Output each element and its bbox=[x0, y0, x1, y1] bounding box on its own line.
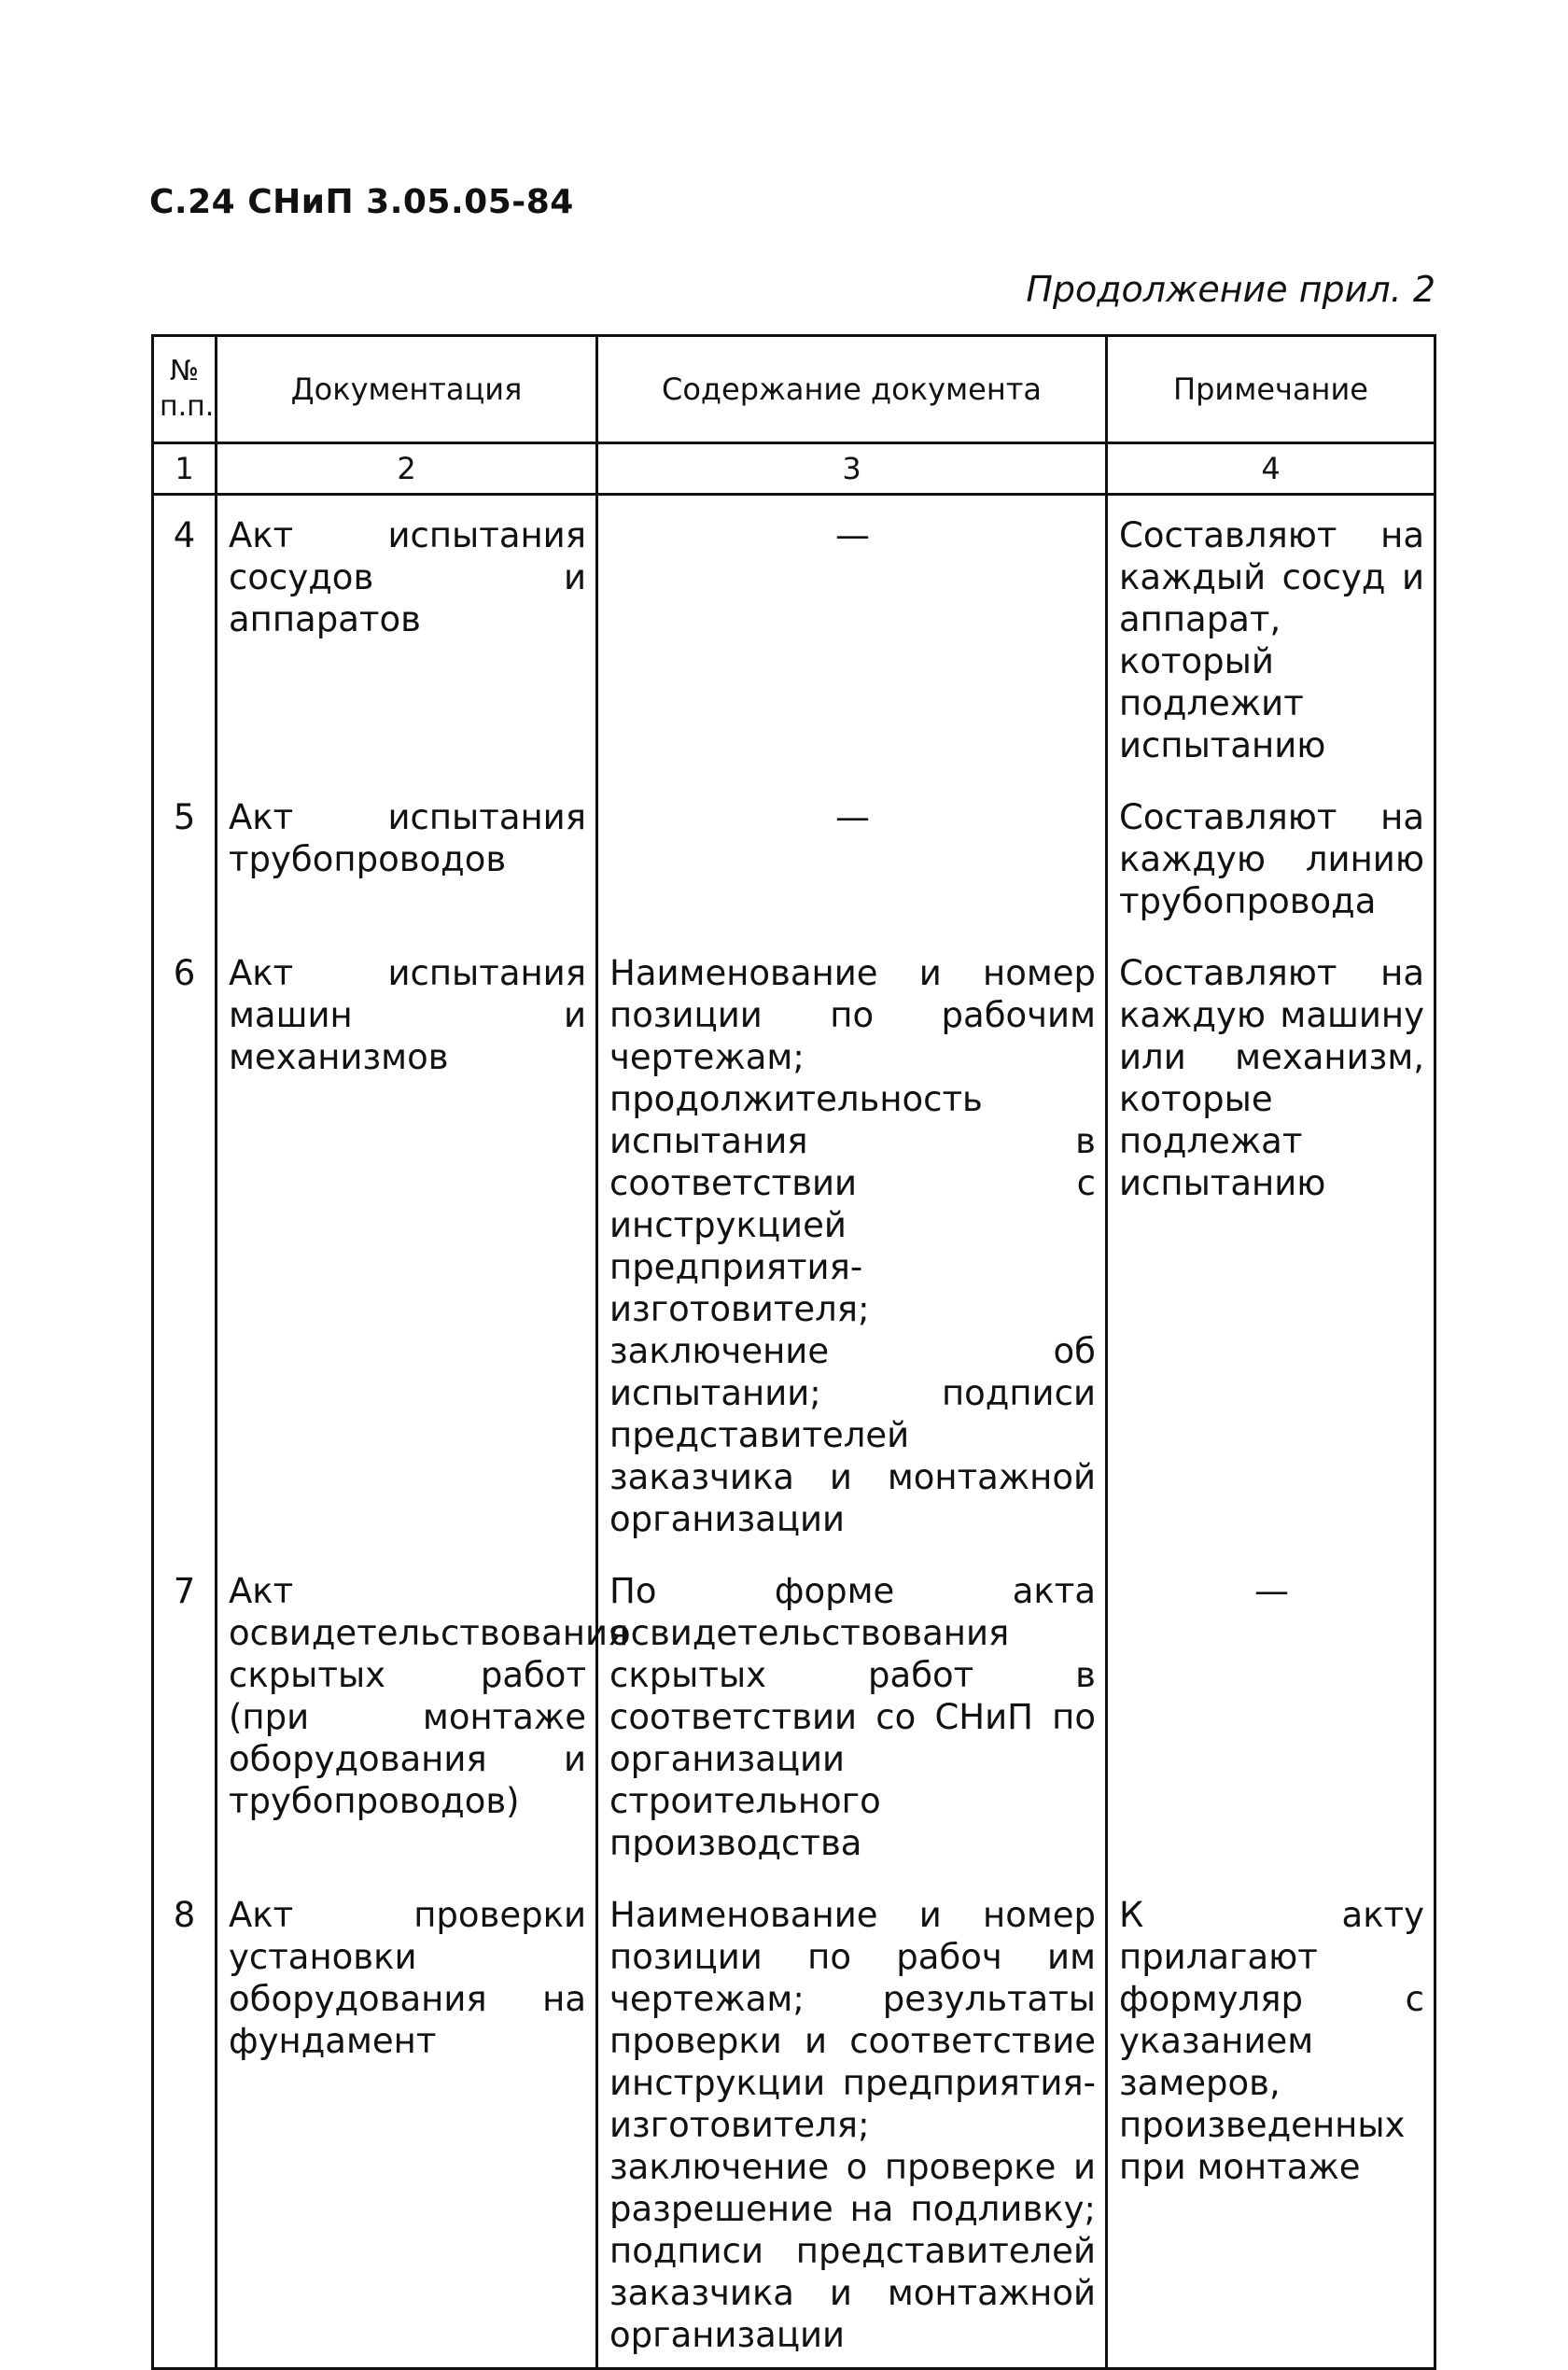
content-cell: Наименование и номер позиции по рабоч им чертежам; результаты проверки и соответствие инструкции предприятия-изготовителя; заключение о проверке и разрешение на подливку; подписи представителей заказчика и монтажной организации bbox=[597, 1875, 1107, 2369]
table-row bbox=[153, 1551, 1435, 1875]
documentation-cell: Акт испытания сосудов и аппаратов bbox=[217, 495, 597, 778]
column-header-content: Содержание документа bbox=[597, 336, 1107, 443]
documentation-cell: Акт испытания машин и механизмов bbox=[217, 933, 597, 1551]
note-cell: — bbox=[1107, 1551, 1435, 1875]
table-row bbox=[153, 778, 1435, 933]
table-row bbox=[153, 933, 1435, 1551]
note-cell: Составляют на каждую линию трубопровода bbox=[1107, 778, 1435, 933]
documentation-cell: Акт испытания трубопроводов bbox=[217, 778, 597, 933]
documentation-cell: Акт проверки установки оборудования на фундамент bbox=[217, 1875, 597, 2369]
column-header-note: Примечание bbox=[1107, 336, 1435, 443]
row-number: 7 bbox=[153, 1551, 217, 1875]
column-number: 2 bbox=[217, 443, 597, 495]
content-cell: — bbox=[597, 495, 1107, 778]
table-row bbox=[153, 1875, 1435, 2369]
column-number-row bbox=[153, 443, 1435, 495]
column-number: 4 bbox=[1107, 443, 1435, 495]
documentation-cell: Акт освидетельствования скрытых работ (при монтаже оборудования и трубопроводов) bbox=[217, 1551, 597, 1875]
note-cell: Составляют на каждую машину или механизм, которые подлежат испытанию bbox=[1107, 933, 1435, 1551]
content-cell: — bbox=[597, 778, 1107, 933]
table-header-row bbox=[153, 336, 1435, 443]
note-cell: К акту прилагают формуляр с указанием замеров, произведенных при монтаже bbox=[1107, 1875, 1435, 2369]
note-cell: Составляют на каждый сосуд и аппарат, который подлежит испытанию bbox=[1107, 495, 1435, 778]
row-number: 5 bbox=[153, 778, 217, 933]
documentation-table bbox=[151, 334, 1436, 2370]
content-cell: По форме акта освидетельствования скрытых работ в соответствии со СНиП по организации строительного производства bbox=[597, 1551, 1107, 1875]
table-row bbox=[153, 495, 1435, 778]
content-cell: Наименование и номер позиции по рабочим чертежам; продолжительность испытания в соответствии с инструкцией предприятия-изготовителя; заключение об испытании; подписи представителей заказчика и монтажной организации bbox=[597, 933, 1107, 1551]
continuation-label: Продолжение прил. 2 bbox=[1026, 269, 1435, 310]
column-number: 1 bbox=[153, 443, 217, 495]
row-number: 4 bbox=[153, 495, 217, 778]
column-header-documentation: Документация bbox=[217, 336, 597, 443]
page-header: С.24 СНиП 3.05.05-84 bbox=[149, 183, 574, 221]
row-number: 6 bbox=[153, 933, 217, 1551]
row-number: 8 bbox=[153, 1875, 217, 2369]
column-header-number: № п.п. bbox=[153, 336, 217, 443]
column-number: 3 bbox=[597, 443, 1107, 495]
